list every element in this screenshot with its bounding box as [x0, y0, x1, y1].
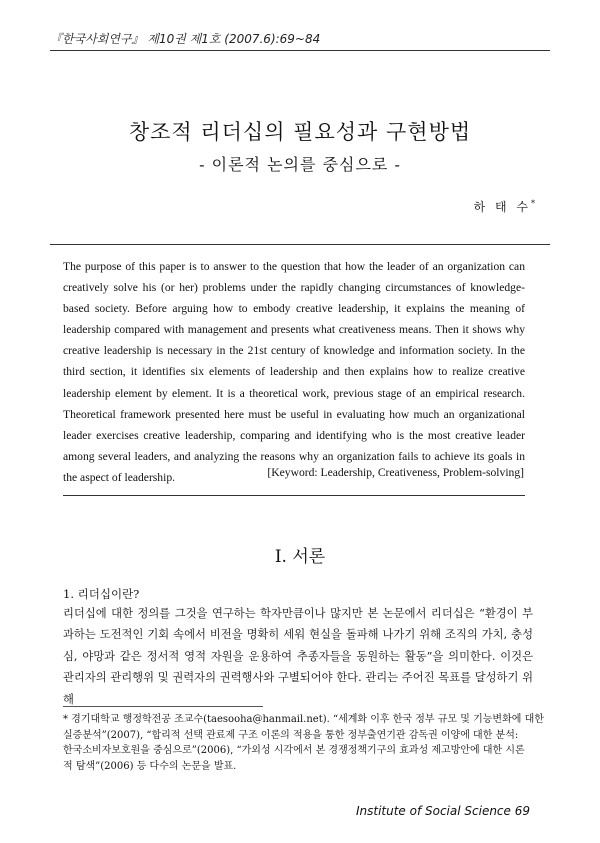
footnote-line: 한국소비자보호원을 중심으로”(2006), “가외성 시각에서 본 경쟁정책기구의 효과성 제고방안에 대한 시론 [63, 745, 525, 756]
section-title: Ⅰ. 서론 [274, 547, 326, 567]
author [474, 198, 535, 215]
paper-subtitle: - 이론적 논의를 중심으로 - [199, 155, 401, 174]
abstract-top-rule [50, 244, 550, 245]
header-rule [50, 50, 550, 51]
footnote-line: 실증분석”(2007), “합리적 선택 관료제 구조 이론의 적용을 통한 정부출연기관 감독권 이양에 대한 분석: [63, 729, 519, 741]
subsection-heading: 1. 리더십이란? [63, 587, 140, 601]
abstract-bottom-rule [63, 495, 525, 496]
footnote-rule [63, 706, 263, 707]
footnote-line: * 경기대학교 행정학전공 조교수(taesooha@hanmail.net). “세계화 이후 한국 정부 규모 및 기능변화에 대한 [63, 714, 544, 725]
author-name: 하 태 수 [473, 200, 531, 214]
body-paragraph: 리더십에 대한 정의를 그것을 연구하는 학자만큼이나 많지만 본 논문에서 리더십은 “환경이 부과하는 도전적인 기회 속에서 비전을 명확히 세워 현실을 돌파해 나가기 위해 조직의 가치, 충성심, 야망과 같은 정서적 영적 자원을 운용하여 추종자들을 동원하는 활동”을 의미한다. 이것은 관리자의 관리행위 및 권력자의 권력행사와 구별되어야 한다. 관리는 주어진 목표를 달성하기 위해 [63, 607, 533, 706]
keywords: [Keyword: Leadership, Creativeness, Problem-solving] [267, 466, 524, 479]
page-footer: Institute of Social Science 69 [355, 804, 530, 818]
paper-title: 창조적 리더십의 필요성과 구현방법 [128, 120, 472, 144]
journal-header: 『한국사회연구』 제10권 제1호 (2007.6):69~84 [50, 32, 321, 46]
footnote-line: 적 탐색”(2006) 등 다수의 논문을 발표. [63, 760, 237, 772]
footnote [63, 712, 544, 774]
author-footnote-mark: * [531, 199, 535, 208]
abstract-text: The purpose of this paper is to answer to the question that how the leader of an organization can creatively solve his (or her) problems under the rapidly changing circumstances of knowledge-based society. Before arguing how to embody creative leadership, it explains the meaning of leadership compared with management and presents what creativeness means. Then it shows why creative leadership is necessary in the 21st century of knowledge and information society. In the third section, it identifies six elements of leadership and then explains how to realize creative leadership element by element. It is a theoretical work, previous stage of an empirical research. Theoretical framework presented here must be useful in evaluating how much an organizational leader exercises creative leadership, comparing and identifying who is the most creative leader among several leaders, and analyzing the reasons why an organization fails to achieve its goals in the aspect of leadership. [63, 260, 525, 484]
